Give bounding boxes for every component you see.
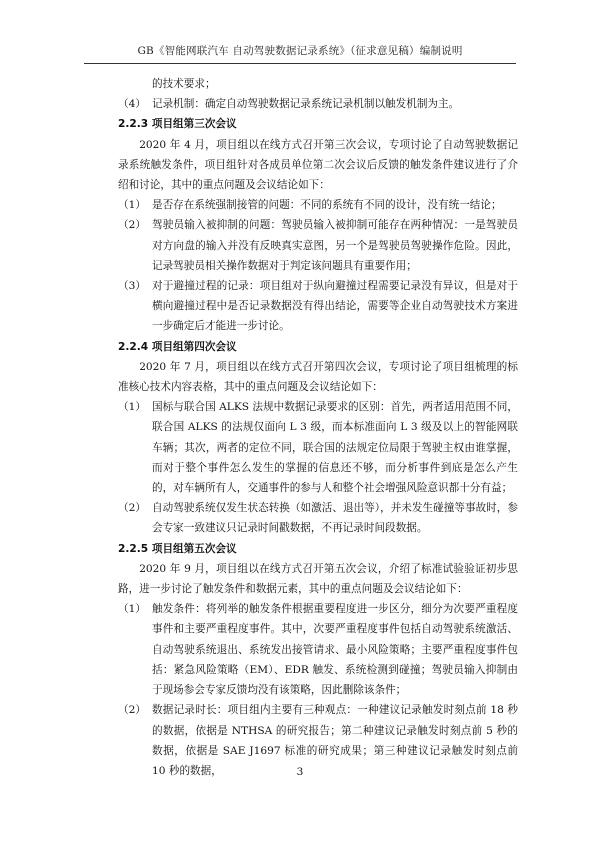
list-item — [118, 276, 518, 337]
list-item — [118, 498, 518, 538]
list-item-text: 驾驶员输入被抑制的问题：驾驶员输入被抑制可能存在两种情况：一是驾驶员对方向盘的输入并没有反映真实意图，另一个是驾驶员驾驶操作危险。因此，记录驾驶员相关操作数据对于判定该问题具有重要作用； — [152, 219, 518, 272]
list-item-text: 国标与联合国 ALKS 法规中数据记录要求的区别：首先，两者适用范围不同，联合国 ALKS 的法规仅面向 L 3 级，而本标准面向 L 3 级及以上的智能网联车辆；其次，两者的定位不同，联合国的法规定位局限于驾驶主权由谁掌握，而对于整个事件怎么发生的掌握的信息还不够，而分析事件到底是怎么产生的，对车辆所有人，交通事件的参与人和整个社会增强风险意识都十分有益； — [152, 401, 518, 495]
list-item-number: （1） — [118, 603, 146, 616]
list-item-number: （2） — [118, 502, 146, 515]
list-item-text: 数据记录时长：项目组内主要有三种观点：一种建议记录触发时刻点前 18 秒的数据，依据是 NTHSA 的研究报告；第二种建议记录触发时刻点前 5 秒的数据，依据是 SAE J1697 标准的研究成果；第三种建议记录触发时刻点前 10 秒的数据， — [152, 704, 518, 777]
page-number: 3 — [296, 766, 304, 778]
list-item-number: （2） — [118, 219, 146, 232]
list-item-number: （1） — [118, 401, 146, 414]
list-item-text: 自动驾驶系统仅发生状态转换（如激活、退出等），并未发生碰撞等事故时，参会专家一致建议只记录时间戳数据，不再记录时间段数据。 — [152, 502, 518, 535]
paragraph: 2020 年 9 月，项目组以在线方式召开第五次会议，介绍了标准试验验证初步思路，进一步讨论了触发条件和数据元素，其中的重点问题及会议结论如下： — [118, 562, 518, 596]
list-item-text: 是否存在系统强制接管的问题：不同的系统有不同的设计，没有统一结论； — [152, 199, 502, 212]
list-item-continuation: 的技术要求； — [152, 78, 216, 90]
paragraph: 2020 年 7 月，项目组以在线方式召开第四次会议，专项讨论了项目组梳理的标准核心技术内容表格，其中的重点问题及会议结论如下： — [118, 360, 518, 394]
list-item-text: 触发条件：将列举的触发条件根据重要程度进一步区分，细分为次要严重程度事件和主要严重程度事件。其中，次要严重程度事件包括自动驾驶系统激活、自动驾驶系统退出、系统发出接管请求、最小风险策略；主要严重程度事件包括：紧急风险策略（EM）、EDR 触发、系统检测到碰撞；驾驶员输入抑制由于现场参会专家反馈均没有该策略，因此删除该条件； — [152, 603, 518, 697]
list-item-text: 记录机制：确定自动驾驶数据记录系统记录机制以触发机制为主。 — [152, 98, 460, 111]
paragraph: 2020 年 4 月，项目组以在线方式召开第三次会议，专项讨论了自动驾驶数据记录系统触发条件，项目组针对各成员单位第二次会议后反馈的触发条件建议进行了介绍和讨论，其中的重点问题及会议结论如下： — [118, 138, 518, 192]
list-item-number: （4） — [118, 98, 146, 111]
list-item — [118, 94, 518, 114]
section-heading: 2.2.3 项目组第三次会议 — [118, 118, 237, 131]
section-heading: 2.2.4 项目组第四次会议 — [118, 340, 237, 353]
running-header: GB《智能网联汽车 自动驾驶数据记录系统》（征求意见稿）编制说明 — [137, 45, 463, 57]
header-rule — [84, 63, 516, 64]
list-item-number: （3） — [118, 280, 146, 293]
list-item-text: 对于避撞过程的记录：项目组对于纵向避撞过程需要记录没有异议，但是对于横向避撞过程中是否记录数据没有得出结论，需要等企业自动驾驶技术方案进一步确定后才能进一步讨论。 — [152, 280, 518, 333]
list-item — [118, 397, 518, 498]
list-item — [118, 195, 518, 215]
list-item-number: （1） — [118, 199, 146, 212]
section-heading: 2.2.5 项目组第五次会议 — [118, 542, 237, 555]
list-item-number: （2） — [118, 704, 146, 717]
list-item — [118, 215, 518, 276]
document-body — [118, 74, 518, 781]
list-item — [118, 599, 518, 700]
